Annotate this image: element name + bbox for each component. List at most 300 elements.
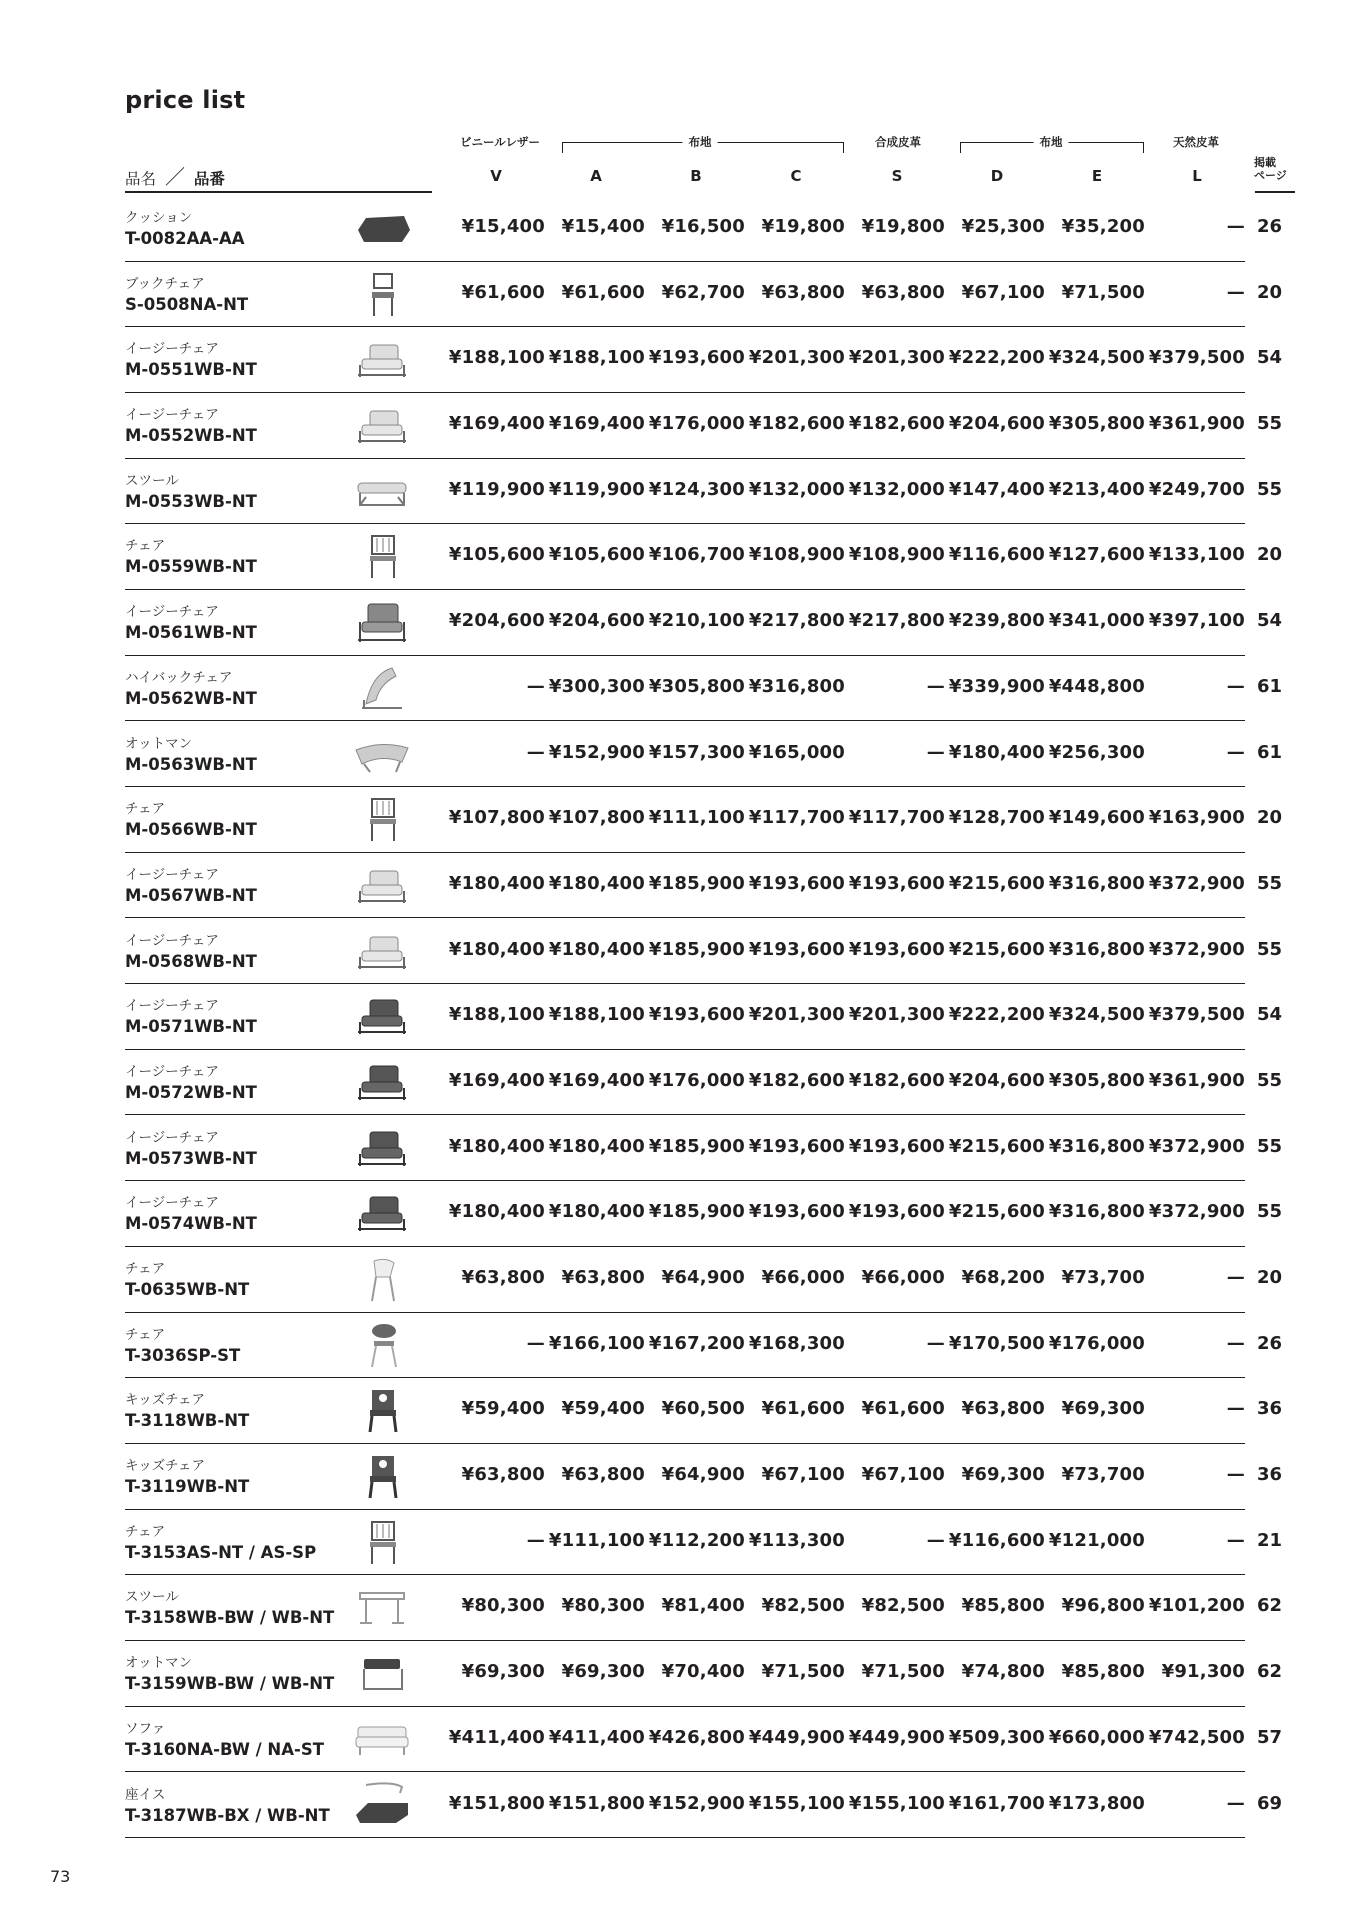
price-cell-e: ¥448,800 xyxy=(1048,675,1145,697)
price-cell-a: ¥63,800 xyxy=(561,1464,645,1486)
price-cell-b: ¥210,100 xyxy=(648,610,745,632)
book-chair-icon xyxy=(352,270,412,318)
page-ref: 20 xyxy=(1257,1267,1283,1288)
chair-icon xyxy=(352,532,412,580)
easy-chair-dark-icon xyxy=(352,992,412,1040)
group-fabric2: 布地 xyxy=(1034,134,1069,150)
col-c: C xyxy=(790,167,802,185)
price-cell-e: ¥324,500 xyxy=(1048,347,1145,369)
price-cell-s: — xyxy=(926,1529,945,1551)
price-cell-d: ¥215,600 xyxy=(948,1135,1045,1157)
table-row xyxy=(0,853,1369,919)
product-name: ブックチェア xyxy=(125,275,205,292)
price-cell-v: ¥15,400 xyxy=(461,216,545,237)
price-cell-v: — xyxy=(526,1529,545,1551)
easy-chair-light-icon xyxy=(352,861,412,909)
product-name: イージーチェア xyxy=(125,998,219,1015)
price-cell-v: ¥61,600 xyxy=(461,281,545,303)
price-cell-a: ¥105,600 xyxy=(548,544,645,566)
price-cell-e: ¥341,000 xyxy=(1048,610,1145,632)
price-cell-b: ¥81,400 xyxy=(661,1595,745,1617)
price-cell-c: ¥182,600 xyxy=(748,413,845,435)
price-cell-v: ¥411,400 xyxy=(448,1726,545,1748)
page-ref: 55 xyxy=(1257,478,1283,500)
price-cell-b: ¥16,500 xyxy=(661,216,745,237)
product-name: チェア xyxy=(125,1261,166,1277)
price-cell-b: ¥176,000 xyxy=(648,413,745,435)
product-name: イージーチェア xyxy=(125,407,219,424)
stool-icon xyxy=(352,467,412,515)
price-cell-v: ¥180,400 xyxy=(448,938,545,960)
price-cell-d: ¥170,500 xyxy=(948,1332,1045,1354)
product-code: M-0563WB-NT xyxy=(125,754,257,774)
price-cell-s: ¥193,600 xyxy=(848,938,945,960)
price-cell-d: ¥116,600 xyxy=(948,544,1045,566)
product-name: スツール xyxy=(125,1589,179,1606)
price-cell-e: ¥256,300 xyxy=(1048,741,1145,763)
page-ref: 54 xyxy=(1257,1004,1283,1026)
material-group-headers xyxy=(0,134,1369,164)
table-row xyxy=(0,1378,1369,1444)
product-name: イージーチェア xyxy=(125,1129,219,1146)
price-cell-s: ¥117,700 xyxy=(848,807,945,829)
page-ref: 21 xyxy=(1257,1529,1283,1551)
page-number: 73 xyxy=(50,1867,71,1886)
price-cell-c: ¥217,800 xyxy=(748,610,845,632)
price-cell-v: ¥169,400 xyxy=(448,413,545,435)
product-code: M-0566WB-NT xyxy=(125,820,257,840)
price-cell-e: ¥121,000 xyxy=(1048,1529,1145,1551)
price-cell-e: ¥73,700 xyxy=(1061,1464,1145,1486)
price-cell-d: ¥222,200 xyxy=(948,1004,1045,1026)
table-row xyxy=(0,459,1369,525)
price-cell-b: ¥426,800 xyxy=(648,1726,745,1748)
price-cell-a: ¥204,600 xyxy=(548,610,645,632)
price-cell-v: ¥69,300 xyxy=(461,1661,545,1683)
price-cell-c: ¥63,800 xyxy=(761,281,845,303)
price-cell-e: ¥149,600 xyxy=(1048,807,1145,829)
product-code: T-3158WB-BW / WB-NT xyxy=(125,1608,335,1628)
product-name: チェア xyxy=(125,1326,166,1343)
price-cell-d: ¥116,600 xyxy=(948,1529,1045,1551)
price-cell-d: ¥180,400 xyxy=(948,741,1045,763)
product-code: T-3159WB-BW / WB-NT xyxy=(125,1674,335,1694)
price-cell-c: ¥193,600 xyxy=(748,938,845,960)
price-cell-b: ¥64,900 xyxy=(661,1464,745,1486)
price-cell-c: ¥66,000 xyxy=(761,1267,845,1288)
price-cell-e: ¥85,800 xyxy=(1061,1661,1145,1683)
col-d: D xyxy=(990,167,1004,185)
table-row xyxy=(0,1444,1369,1510)
table-row xyxy=(0,1313,1369,1379)
price-cell-c: ¥165,000 xyxy=(748,741,845,763)
price-cell-d: ¥215,600 xyxy=(948,1201,1045,1223)
price-cell-l: — xyxy=(1226,1332,1245,1354)
price-cell-s: ¥66,000 xyxy=(861,1267,945,1288)
product-name: 座イス xyxy=(125,1786,166,1803)
table-row xyxy=(0,1050,1369,1116)
price-cell-v: — xyxy=(526,675,545,697)
price-cell-e: ¥96,800 xyxy=(1061,1595,1145,1617)
price-cell-c: ¥193,600 xyxy=(748,1135,845,1157)
price-cell-e: ¥69,300 xyxy=(1061,1398,1145,1420)
page-ref: 36 xyxy=(1257,1398,1283,1420)
easy-chair-arm-icon xyxy=(352,598,412,646)
page-ref: 20 xyxy=(1257,544,1283,566)
price-cell-c: ¥108,900 xyxy=(748,544,845,566)
price-cell-d: ¥147,400 xyxy=(948,478,1045,500)
price-cell-l: ¥163,900 xyxy=(1148,807,1245,829)
page-ref: 55 xyxy=(1257,1201,1283,1223)
price-cell-d: ¥239,800 xyxy=(948,610,1045,632)
price-cell-l: ¥742,500 xyxy=(1148,1726,1245,1748)
table-row xyxy=(0,393,1369,459)
price-cell-v: ¥63,800 xyxy=(461,1267,545,1288)
price-cell-d: ¥509,300 xyxy=(948,1726,1045,1748)
price-cell-e: ¥176,000 xyxy=(1048,1332,1145,1354)
price-cell-e: ¥324,500 xyxy=(1048,1004,1145,1026)
price-cell-e: ¥213,400 xyxy=(1048,478,1145,500)
product-code: T-3187WB-BX / WB-NT xyxy=(125,1805,330,1825)
product-code: T-3153AS-NT / AS-SP xyxy=(125,1542,317,1562)
kids-chair-icon xyxy=(352,1452,412,1500)
price-cell-a: ¥63,800 xyxy=(561,1267,645,1288)
price-cell-a: ¥180,400 xyxy=(548,938,645,960)
product-code: M-0568WB-NT xyxy=(125,951,257,971)
header-rule-left xyxy=(125,191,432,193)
slash: ／ xyxy=(164,165,185,189)
price-cell-c: ¥193,600 xyxy=(748,872,845,894)
price-cell-a: ¥169,400 xyxy=(548,1069,645,1091)
price-cell-c: ¥193,600 xyxy=(748,1201,845,1223)
price-cell-a: ¥188,100 xyxy=(548,347,645,369)
price-cell-l: — xyxy=(1226,1267,1245,1288)
table-row xyxy=(0,196,1369,262)
price-cell-d: ¥63,800 xyxy=(961,1398,1045,1420)
page-ref: 69 xyxy=(1257,1792,1283,1814)
price-cell-s: ¥82,500 xyxy=(861,1595,945,1617)
shell-chair-icon xyxy=(352,1255,412,1303)
price-cell-b: ¥70,400 xyxy=(661,1661,745,1683)
price-cell-v: ¥105,600 xyxy=(448,544,545,566)
price-cell-s: ¥67,100 xyxy=(861,1464,945,1486)
price-cell-s: ¥182,600 xyxy=(848,1069,945,1091)
price-cell-b: ¥64,900 xyxy=(661,1267,745,1288)
table-row xyxy=(0,1707,1369,1773)
price-cell-e: ¥73,700 xyxy=(1061,1267,1145,1288)
price-cell-d: ¥215,600 xyxy=(948,938,1045,960)
price-cell-c: ¥67,100 xyxy=(761,1464,845,1486)
price-cell-c: ¥201,300 xyxy=(748,347,845,369)
chair-icon xyxy=(352,795,412,843)
column-header-page xyxy=(1254,156,1287,182)
price-cell-l: — xyxy=(1226,1792,1245,1814)
price-cell-b: ¥60,500 xyxy=(661,1398,745,1420)
price-cell-s: ¥63,800 xyxy=(861,281,945,303)
col-s: S xyxy=(891,167,903,185)
price-cell-s: — xyxy=(926,1332,945,1354)
price-cell-l: — xyxy=(1226,741,1245,763)
price-cell-b: ¥185,900 xyxy=(648,1201,745,1223)
price-cell-d: ¥68,200 xyxy=(961,1267,1045,1288)
price-cell-l: — xyxy=(1226,675,1245,697)
product-code: M-0559WB-NT xyxy=(125,557,257,577)
product-name: イージーチェア xyxy=(125,932,219,949)
price-cell-d: ¥128,700 xyxy=(948,807,1045,829)
price-cell-l: ¥361,900 xyxy=(1148,1069,1245,1091)
price-cell-l: — xyxy=(1226,216,1245,237)
price-cell-a: ¥151,800 xyxy=(548,1792,645,1814)
price-cell-l: ¥249,700 xyxy=(1148,478,1245,500)
price-cell-s: ¥132,000 xyxy=(848,478,945,500)
easy-chair-dark-icon xyxy=(352,1058,412,1106)
col-e: E xyxy=(1091,167,1103,185)
price-cell-d: ¥339,900 xyxy=(948,675,1045,697)
price-cell-v: ¥80,300 xyxy=(461,1595,545,1617)
bench-stool-icon xyxy=(352,1583,412,1631)
chair-icon xyxy=(352,1518,412,1566)
cushion-icon xyxy=(352,204,412,252)
page-ref: 62 xyxy=(1257,1595,1283,1617)
product-name: イージーチェア xyxy=(125,1195,219,1212)
price-cell-d: ¥215,600 xyxy=(948,872,1045,894)
ottoman-icon xyxy=(352,730,412,778)
page-ref: 61 xyxy=(1257,675,1283,697)
price-cell-l: — xyxy=(1226,1464,1245,1486)
easy-chair-dark-icon xyxy=(352,1124,412,1172)
page-label-2: ページ xyxy=(1254,169,1287,182)
price-cell-d: ¥161,700 xyxy=(948,1792,1045,1814)
product-code: T-3119WB-NT xyxy=(125,1477,250,1497)
price-cell-c: ¥132,000 xyxy=(748,478,845,500)
price-cell-d: ¥204,600 xyxy=(948,1069,1045,1091)
price-cell-a: ¥188,100 xyxy=(548,1004,645,1026)
price-cell-c: ¥113,300 xyxy=(748,1529,845,1551)
price-cell-e: ¥316,800 xyxy=(1048,938,1145,960)
price-cell-l: ¥372,900 xyxy=(1148,938,1245,960)
price-cell-e: ¥316,800 xyxy=(1048,1135,1145,1157)
group-vinyl: ビニールレザー xyxy=(460,135,540,149)
price-cell-c: ¥182,600 xyxy=(748,1069,845,1091)
product-code: M-0574WB-NT xyxy=(125,1214,257,1234)
price-cell-a: ¥166,100 xyxy=(548,1332,645,1354)
page-ref: 55 xyxy=(1257,938,1283,960)
table-row xyxy=(0,1181,1369,1247)
price-cell-b: ¥185,900 xyxy=(648,1135,745,1157)
price-cell-c: ¥316,800 xyxy=(748,675,845,697)
price-cell-b: ¥111,100 xyxy=(648,807,745,829)
table-row xyxy=(0,1575,1369,1641)
group-fabric1: 布地 xyxy=(683,134,718,150)
product-code: M-0572WB-NT xyxy=(125,1082,257,1102)
price-cell-v: — xyxy=(526,741,545,763)
group-leather: 天然皮革 xyxy=(1173,135,1219,149)
page-title: price list xyxy=(125,86,246,114)
price-cell-b: ¥305,800 xyxy=(648,675,745,697)
table-row xyxy=(0,1116,1369,1182)
price-cell-a: ¥15,400 xyxy=(561,216,645,237)
page-ref: 55 xyxy=(1257,1069,1283,1091)
price-cell-b: ¥124,300 xyxy=(648,478,745,500)
price-cell-d: ¥74,800 xyxy=(961,1661,1045,1683)
product-name: ソファ xyxy=(125,1720,166,1737)
price-cell-s: — xyxy=(926,675,945,697)
group-synthetic: 合成皮革 xyxy=(875,135,921,149)
table-row xyxy=(0,919,1369,985)
price-cell-c: ¥82,500 xyxy=(761,1595,845,1617)
product-code: T-3160NA-BW / NA-ST xyxy=(125,1739,324,1759)
price-cell-a: ¥300,300 xyxy=(548,675,645,697)
table-row xyxy=(0,656,1369,722)
price-cell-l: ¥101,200 xyxy=(1148,1595,1245,1617)
table-row xyxy=(0,327,1369,393)
price-cell-s: ¥449,900 xyxy=(848,1726,945,1748)
price-table xyxy=(0,196,1369,1838)
price-cell-s: ¥155,100 xyxy=(848,1792,945,1814)
price-cell-a: ¥411,400 xyxy=(548,1726,645,1748)
price-cell-b: ¥62,700 xyxy=(661,281,745,303)
price-cell-s: — xyxy=(926,741,945,763)
price-cell-s: ¥61,600 xyxy=(861,1398,945,1420)
page-ref: 26 xyxy=(1257,1332,1283,1354)
price-cell-l: ¥133,100 xyxy=(1148,544,1245,566)
product-code: T-3118WB-NT xyxy=(125,1411,250,1431)
price-cell-c: ¥117,700 xyxy=(748,807,845,829)
table-row xyxy=(0,1773,1369,1839)
product-name: キッズチェア xyxy=(125,1458,206,1475)
table-row xyxy=(0,1641,1369,1707)
price-cell-l: — xyxy=(1226,281,1245,303)
column-header-name xyxy=(125,161,225,190)
price-cell-s: ¥217,800 xyxy=(848,610,945,632)
price-cell-v: ¥107,800 xyxy=(448,807,545,829)
product-name: イージーチェア xyxy=(125,604,219,621)
price-cell-d: ¥204,600 xyxy=(948,413,1045,435)
price-cell-l: ¥372,900 xyxy=(1148,1135,1245,1157)
code-label: 品番 xyxy=(193,170,225,188)
price-cell-v: ¥119,900 xyxy=(448,478,545,500)
price-cell-e: ¥127,600 xyxy=(1048,544,1145,566)
sofa-icon xyxy=(352,1715,412,1763)
page-ref: 20 xyxy=(1257,281,1283,303)
price-cell-b: ¥112,200 xyxy=(648,1529,745,1551)
price-cell-c: ¥168,300 xyxy=(748,1332,845,1354)
price-cell-v: ¥59,400 xyxy=(461,1398,545,1420)
price-cell-c: ¥449,900 xyxy=(748,1726,845,1748)
price-cell-b: ¥193,600 xyxy=(648,347,745,369)
price-cell-l: ¥379,500 xyxy=(1148,1004,1245,1026)
price-cell-l: ¥91,300 xyxy=(1161,1661,1245,1683)
price-cell-l: ¥379,500 xyxy=(1148,347,1245,369)
price-cell-e: ¥305,800 xyxy=(1048,413,1145,435)
price-cell-a: ¥69,300 xyxy=(561,1661,645,1683)
price-cell-b: ¥152,900 xyxy=(648,1792,745,1814)
price-cell-b: ¥193,600 xyxy=(648,1004,745,1026)
price-cell-a: ¥180,400 xyxy=(548,1135,645,1157)
product-code: M-0567WB-NT xyxy=(125,885,257,905)
round-back-chair-icon xyxy=(352,1321,412,1369)
product-code: T-0635WB-NT xyxy=(125,1280,250,1299)
price-cell-v: ¥63,800 xyxy=(461,1464,545,1486)
price-cell-e: ¥316,800 xyxy=(1048,872,1145,894)
table-row xyxy=(0,722,1369,788)
product-name: チェア xyxy=(125,538,166,555)
highback-chair-icon xyxy=(352,664,412,712)
price-cell-b: ¥185,900 xyxy=(648,872,745,894)
product-name: イージーチェア xyxy=(125,341,219,358)
product-name: スツール xyxy=(125,472,179,489)
header-rule-right xyxy=(1255,191,1295,193)
product-name: イージーチェア xyxy=(125,1063,219,1080)
product-name: ハイバックチェア xyxy=(125,669,233,686)
price-cell-b: ¥157,300 xyxy=(648,741,745,763)
price-cell-s: ¥201,300 xyxy=(848,1004,945,1026)
table-row xyxy=(0,524,1369,590)
product-code: M-0561WB-NT xyxy=(125,623,257,643)
price-cell-l: ¥397,100 xyxy=(1148,610,1245,632)
kids-chair-icon xyxy=(352,1386,412,1434)
product-name: クッション xyxy=(125,210,193,226)
product-name: イージーチェア xyxy=(125,866,219,883)
price-cell-v: ¥204,600 xyxy=(448,610,545,632)
price-cell-v: ¥180,400 xyxy=(448,1135,545,1157)
easy-chair-light-icon xyxy=(352,401,412,449)
price-cell-b: ¥185,900 xyxy=(648,938,745,960)
page-ref: 62 xyxy=(1257,1661,1283,1683)
table-row xyxy=(0,787,1369,853)
price-cell-s: ¥193,600 xyxy=(848,1201,945,1223)
col-v: V xyxy=(490,167,502,185)
price-cell-a: ¥59,400 xyxy=(561,1398,645,1420)
table-row xyxy=(0,1510,1369,1576)
product-name: キッズチェア xyxy=(125,1392,206,1409)
price-cell-e: ¥173,800 xyxy=(1048,1792,1145,1814)
price-cell-v: — xyxy=(526,1332,545,1354)
price-cell-d: ¥85,800 xyxy=(961,1595,1045,1617)
price-cell-e: ¥316,800 xyxy=(1048,1201,1145,1223)
price-cell-s: ¥193,600 xyxy=(848,872,945,894)
price-cell-a: ¥80,300 xyxy=(561,1595,645,1617)
price-cell-s: ¥201,300 xyxy=(848,347,945,369)
price-cell-s: ¥19,800 xyxy=(861,216,945,237)
product-name: チェア xyxy=(125,801,166,818)
price-cell-s: ¥193,600 xyxy=(848,1135,945,1157)
page-ref: 55 xyxy=(1257,413,1283,435)
price-cell-l: ¥372,900 xyxy=(1148,1201,1245,1223)
price-cell-e: ¥35,200 xyxy=(1061,216,1145,237)
page-ref: 26 xyxy=(1257,216,1283,237)
price-cell-b: ¥106,700 xyxy=(648,544,745,566)
price-cell-d: ¥69,300 xyxy=(961,1464,1045,1486)
floor-chair-icon xyxy=(352,1781,412,1829)
ottoman-frame-icon xyxy=(352,1649,412,1697)
product-code: M-0573WB-NT xyxy=(125,1148,257,1168)
price-cell-a: ¥180,400 xyxy=(548,1201,645,1223)
price-cell-a: ¥61,600 xyxy=(561,281,645,303)
page-ref: 36 xyxy=(1257,1464,1283,1486)
price-cell-a: ¥119,900 xyxy=(548,478,645,500)
price-cell-s: ¥182,600 xyxy=(848,413,945,435)
price-cell-b: ¥167,200 xyxy=(648,1332,745,1354)
price-cell-v: ¥180,400 xyxy=(448,872,545,894)
product-code: M-0552WB-NT xyxy=(125,426,257,446)
price-cell-v: ¥180,400 xyxy=(448,1201,545,1223)
price-cell-a: ¥152,900 xyxy=(548,741,645,763)
price-cell-c: ¥155,100 xyxy=(748,1792,845,1814)
product-name: オットマン xyxy=(125,1655,193,1672)
price-cell-s: ¥71,500 xyxy=(861,1661,945,1683)
price-cell-c: ¥71,500 xyxy=(761,1661,845,1683)
